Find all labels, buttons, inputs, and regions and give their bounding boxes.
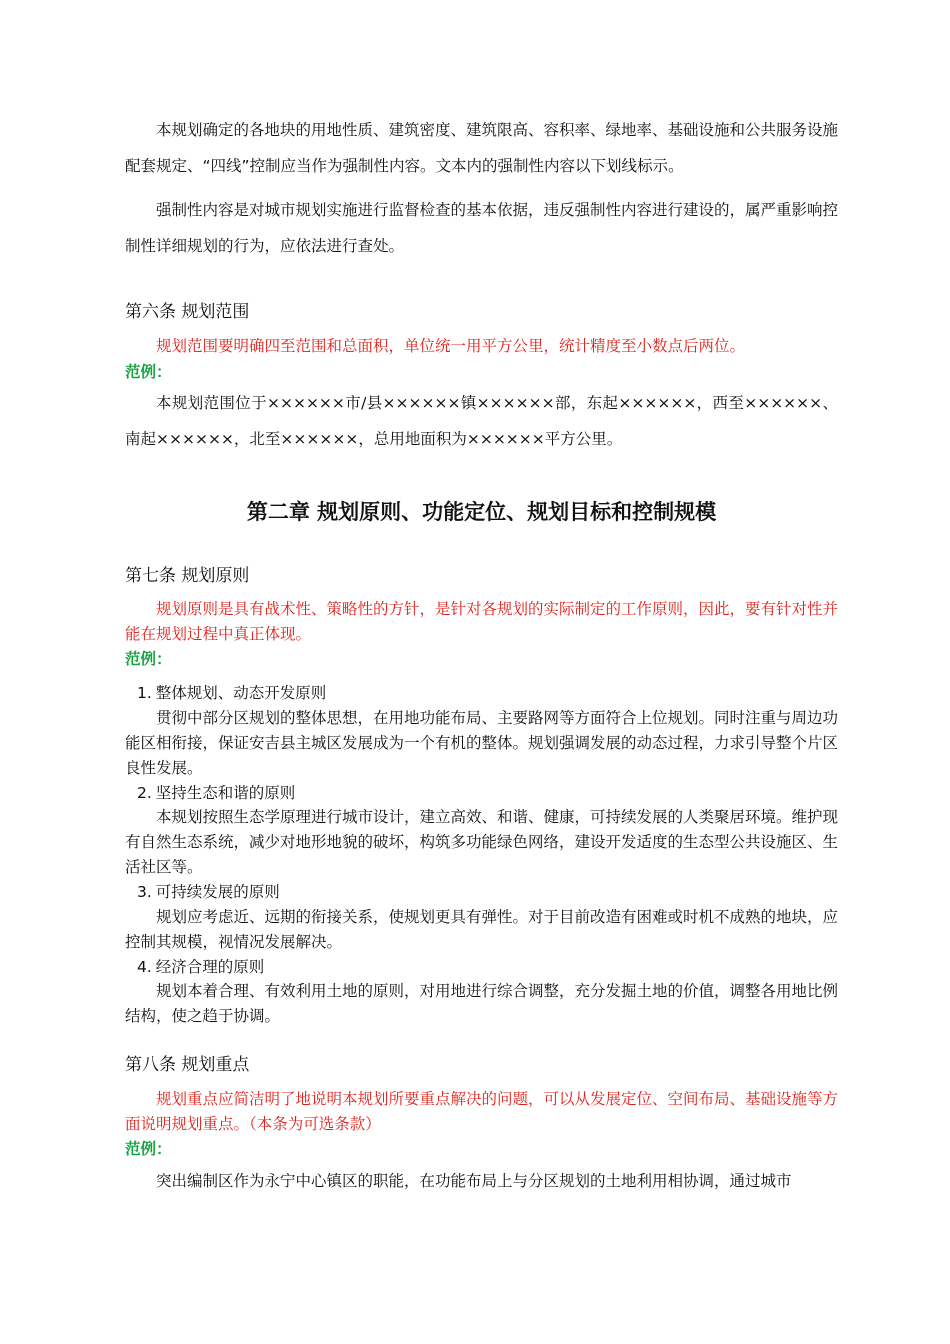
principle-2-body: 本规划按照生态学原理进行城市设计，建立高效、和谐、健康，可持续发展的人类聚居环境。维护现有自然生态系统，减少对地形地貌的破坏，构筑多功能绿色网络，建设开发适度的生态型公共设施区、生活社区等。 [125, 808, 839, 876]
principle-3-title: 3. 可持续发展的原则 [137, 883, 280, 901]
sec7-requirement-note: 规划原则是具有战术性、策略性的方针，是针对各规划的实际制定的工作原则，因此，要有针对性并能在规划过程中真正体现。 [125, 600, 839, 643]
sec8-example-label: 范例： [125, 1140, 172, 1158]
sec6-requirement-note: 规划范围要明确四至范围和总面积，单位统一用平方公里，统计精度至小数点后两位。 [156, 337, 746, 355]
sec8-example-text: 突出编制区作为永宁中心镇区的职能，在功能布局上与分区规划的土地利用相协调，通过城市 [156, 1172, 792, 1190]
principle-4-title: 4. 经济合理的原则 [137, 958, 265, 976]
sec6-example-text: 本规划范围位于××××××市/县××××××镇××××××部，东起××××××，西至××××××、南起××××××，北至××××××，总用地面积为××××××平方公里。 [125, 394, 838, 448]
chapter-2-title: 第二章 规划原则、功能定位、规划目标和控制规模 [246, 500, 717, 524]
sec6-heading: 第六条 规划范围 [125, 302, 250, 322]
principle-1-title: 1. 整体规划、动态开发原则 [137, 684, 327, 702]
principle-2-title: 2. 坚持生态和谐的原则 [137, 784, 296, 802]
sec6-example-label: 范例： [125, 363, 172, 381]
sec7-heading: 第七条 规划原则 [125, 566, 250, 586]
sec8-heading: 第八条 规划重点 [125, 1055, 250, 1075]
principle-1-body: 贯彻中部分区规划的整体思想，在用地功能布局、主要路网等方面符合上位规划。同时注重与周边功能区相衔接，保证安吉县主城区发展成为一个有机的整体。规划强调发展的动态过程，力求引导整个片区良性发展。 [125, 709, 839, 777]
principle-4-body: 规划本着合理、有效利用土地的原则，对用地进行综合调整，充分发掘土地的价值，调整各用地比例结构，使之趋于协调。 [125, 982, 839, 1025]
principle-3-body: 规划应考虑近、远期的衔接关系，使规划更具有弹性。对于目前改造有困难或时机不成熟的地块，应控制其规模，视情况发展解决。 [125, 908, 839, 951]
sec8-requirement-note: 规划重点应简洁明了地说明本规划所要重点解决的问题，可以从发展定位、空间布局、基础设施等方面说明规划重点。（本条为可选条款） [125, 1090, 839, 1133]
sec7-example-label: 范例： [125, 650, 172, 668]
sec5-paragraph-2: 强制性内容是对城市规划实施进行监督检查的基本依据，违反强制性内容进行建设的，属严重影响控制性详细规划的行为，应依法进行查处。 [125, 201, 839, 255]
sec5-paragraph-1: 本规划确定的各地块的用地性质、建筑密度、建筑限高、容积率、绿地率、基础设施和公共服务设施配套规定、“四线”控制应当作为强制性内容。文本内的强制性内容以下划线标示。 [125, 121, 839, 175]
